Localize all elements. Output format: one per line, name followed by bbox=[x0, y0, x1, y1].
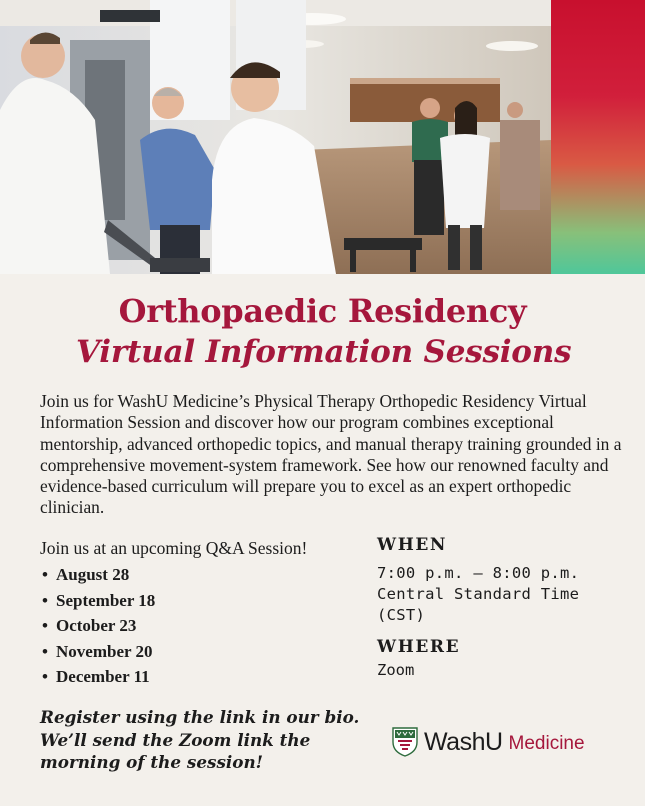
intro-paragraph: Join us for WashU Medicine’s Physical Therapy Orthopedic Residency Virtual Information Session and discover how our program combines exceptional mentorship, advanced orthopedic topics, and manual therapy training grounded in a comprehensive movement-system framework. See how our renowned faculty and evidence-based curriculum will prepare you to excel as an expert orthopedic clinician. bbox=[40, 391, 622, 518]
clinic-scene-illustration bbox=[0, 0, 551, 274]
session-dates-list bbox=[42, 562, 155, 690]
washu-medicine-logo bbox=[392, 725, 585, 759]
session-date: • August 28 bbox=[42, 562, 155, 588]
bullet-icon: • bbox=[42, 641, 48, 661]
time-zone-abbr: (CST) bbox=[377, 606, 426, 624]
accent-gradient-bar bbox=[551, 0, 645, 274]
bullet-icon: • bbox=[42, 590, 48, 610]
session-time: 7:00 p.m. – 8:00 p.m. bbox=[377, 564, 580, 582]
bullet-icon: • bbox=[42, 667, 48, 686]
qa-heading: Join us at an upcoming Q&A Session! bbox=[40, 538, 308, 558]
hero-photo bbox=[0, 0, 551, 274]
title-line-1: Orthopaedic Residency bbox=[118, 292, 527, 330]
when-details bbox=[377, 563, 579, 626]
bullet-icon: • bbox=[42, 565, 48, 584]
session-date: • October 23 bbox=[42, 613, 155, 639]
session-date: • September 18 bbox=[42, 588, 155, 614]
where-heading: WHERE bbox=[377, 637, 461, 657]
where-place: Zoom bbox=[377, 661, 415, 679]
time-zone: Central Standard Time bbox=[377, 585, 580, 603]
logo-brand: WashU bbox=[424, 727, 503, 756]
shield-icon bbox=[392, 727, 418, 757]
logo-sub: Medicine bbox=[508, 733, 585, 754]
register-note: Register using the link in our bio. We’ll send the Zoom link the morning of the session! bbox=[40, 707, 360, 772]
when-heading: WHEN bbox=[377, 535, 448, 555]
title-line-2: Virtual Information Sessions bbox=[76, 334, 572, 370]
session-date: • December 11 bbox=[42, 664, 155, 690]
session-date: • November 20 bbox=[42, 639, 155, 665]
bullet-icon: • bbox=[42, 616, 48, 635]
